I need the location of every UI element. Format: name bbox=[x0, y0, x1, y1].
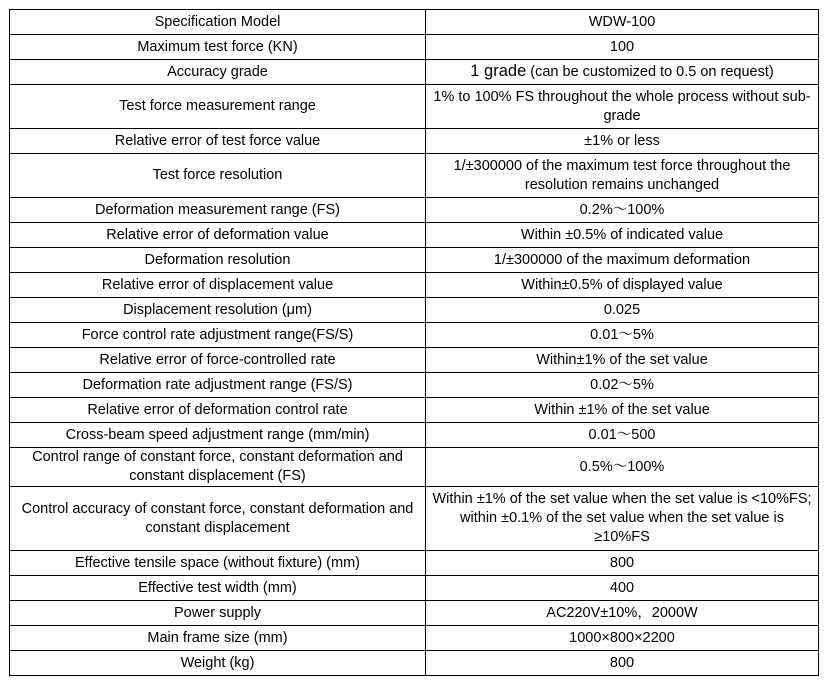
parameter-cell: Maximum test force (KN) bbox=[10, 35, 426, 60]
table-row bbox=[10, 626, 819, 651]
accuracy-grade-main: 1 grade bbox=[470, 62, 527, 80]
table-row bbox=[10, 601, 819, 626]
parameter-cell: Effective test width (mm) bbox=[10, 576, 426, 601]
table-row bbox=[10, 129, 819, 154]
table-row bbox=[10, 298, 819, 323]
value-cell: 1/±300000 of the maximum test force throughout the resolution remains unchanged bbox=[426, 154, 819, 198]
table-row bbox=[10, 35, 819, 60]
table-row bbox=[10, 398, 819, 423]
table-row bbox=[10, 576, 819, 601]
parameter-cell: Control accuracy of constant force, constant deformation and constant displacement bbox=[10, 487, 426, 551]
table-row bbox=[10, 198, 819, 223]
table-row bbox=[10, 448, 819, 487]
table-row bbox=[10, 154, 819, 198]
parameter-cell: Cross-beam speed adjustment range (mm/min) bbox=[10, 423, 426, 448]
value-cell: 0.01～500 bbox=[426, 423, 819, 448]
specification-table bbox=[9, 9, 819, 676]
parameter-cell: Specification Model bbox=[10, 10, 426, 35]
table-row bbox=[10, 323, 819, 348]
value-cell: AC220V±10%，2000W bbox=[426, 601, 819, 626]
table-row bbox=[10, 551, 819, 576]
table-row bbox=[10, 10, 819, 35]
parameter-cell: Relative error of deformation control rate bbox=[10, 398, 426, 423]
table-row bbox=[10, 373, 819, 398]
accuracy-grade-note: (can be customized to 0.5 on request) bbox=[526, 64, 774, 80]
value-cell: 800 bbox=[426, 551, 819, 576]
value-cell: 400 bbox=[426, 576, 819, 601]
value-cell: Within±0.5% of displayed value bbox=[426, 273, 819, 298]
value-cell: 1000×800×2200 bbox=[426, 626, 819, 651]
parameter-cell: Control range of constant force, constant deformation and constant displacement (FS) bbox=[10, 448, 426, 487]
value-cell: 0.01～5% bbox=[426, 323, 819, 348]
parameter-cell: Effective tensile space (without fixture) (mm) bbox=[10, 551, 426, 576]
value-cell: 100 bbox=[426, 35, 819, 60]
value-cell: Within ±1% of the set value bbox=[426, 398, 819, 423]
value-cell: Within ±1% of the set value when the set value is <10%FS; within ±0.1% of the set value when the set value is ≥10%FS bbox=[426, 487, 819, 551]
table-row bbox=[10, 651, 819, 676]
value-cell bbox=[426, 60, 819, 85]
parameter-cell: Main frame size (mm) bbox=[10, 626, 426, 651]
parameter-cell: Power supply bbox=[10, 601, 426, 626]
table-row bbox=[10, 273, 819, 298]
table-row bbox=[10, 60, 819, 85]
parameter-cell: Relative error of displacement value bbox=[10, 273, 426, 298]
value-cell: Within±1% of the set value bbox=[426, 348, 819, 373]
value-cell: 0.025 bbox=[426, 298, 819, 323]
value-cell: 1/±300000 of the maximum deformation bbox=[426, 248, 819, 273]
parameter-cell: Relative error of force-controlled rate bbox=[10, 348, 426, 373]
parameter-cell: Displacement resolution (μm) bbox=[10, 298, 426, 323]
value-cell: 0.5%～100% bbox=[426, 448, 819, 487]
table-row bbox=[10, 85, 819, 129]
value-cell: WDW-100 bbox=[426, 10, 819, 35]
parameter-cell: Relative error of test force value bbox=[10, 129, 426, 154]
parameter-cell: Force control rate adjustment range(FS/S) bbox=[10, 323, 426, 348]
table-row bbox=[10, 248, 819, 273]
table-row bbox=[10, 423, 819, 448]
parameter-cell: Deformation measurement range (FS) bbox=[10, 198, 426, 223]
parameter-cell: Deformation resolution bbox=[10, 248, 426, 273]
parameter-cell: Test force measurement range bbox=[10, 85, 426, 129]
parameter-cell: Deformation rate adjustment range (FS/S) bbox=[10, 373, 426, 398]
value-cell: 0.02～5% bbox=[426, 373, 819, 398]
table-row bbox=[10, 487, 819, 551]
value-cell: 1% to 100% FS throughout the whole process without sub-grade bbox=[426, 85, 819, 129]
table-row bbox=[10, 348, 819, 373]
parameter-cell: Test force resolution bbox=[10, 154, 426, 198]
parameter-cell: Relative error of deformation value bbox=[10, 223, 426, 248]
parameter-cell: Weight (kg) bbox=[10, 651, 426, 676]
value-cell: 800 bbox=[426, 651, 819, 676]
value-cell: ±1% or less bbox=[426, 129, 819, 154]
value-cell: 0.2%～100% bbox=[426, 198, 819, 223]
value-cell: Within ±0.5% of indicated value bbox=[426, 223, 819, 248]
parameter-cell: Accuracy grade bbox=[10, 60, 426, 85]
table-row bbox=[10, 223, 819, 248]
